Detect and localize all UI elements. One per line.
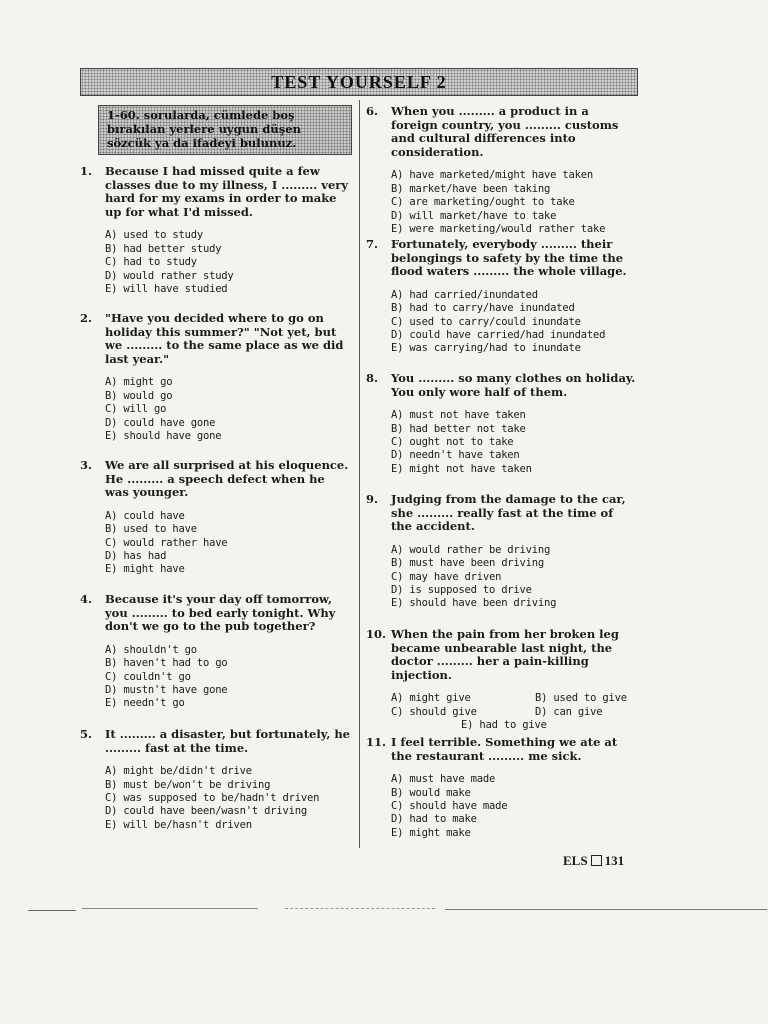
option-b[interactable]: B) market/have been taking <box>391 182 551 195</box>
question-4 <box>80 593 352 711</box>
instructions-text: 1-60. sorularda, cümlede boş bırakılan yerlere uygun düşen sözcük ya da ifadeyi bulunuz. <box>107 108 301 150</box>
option-b[interactable]: B) had better not take <box>391 422 526 435</box>
option-c[interactable]: C) had to study <box>105 256 197 269</box>
question-stem: Because it's your day off tomorrow, you ......... to bed early tonight. Why don't we go to the pub together? <box>105 592 336 634</box>
option-d[interactable]: D) would rather study <box>105 269 234 282</box>
option-e[interactable]: E) will have studied <box>105 283 228 295</box>
option-c[interactable]: C) are marketing/ought to take <box>391 196 575 209</box>
question-stem: I feel terrible. Something we ate at the restaurant ......... me sick. <box>391 735 618 763</box>
option-d[interactable]: D) could have carried/had inundated <box>391 329 606 341</box>
answer-options <box>105 376 352 443</box>
option-d[interactable]: D) has had <box>105 550 167 562</box>
question-7 <box>366 238 638 356</box>
question-stem: Judging from the damage to the car, she ......... really fast at the time of the accident. <box>391 492 626 534</box>
scan-artifact-line <box>445 909 767 910</box>
question-number: 11. <box>366 735 387 749</box>
question-stem: When the pain from her broken leg became unbearable last night, the doctor ......... her a pain-killing injection. <box>391 627 619 682</box>
option-a[interactable]: A) might go <box>105 376 173 389</box>
question-11 <box>366 736 638 840</box>
option-c[interactable]: C) should give <box>391 705 477 718</box>
option-d[interactable]: D) is supposed to drive <box>391 584 532 596</box>
answer-options <box>391 692 638 734</box>
option-c[interactable]: C) couldn't go <box>105 670 191 683</box>
option-b[interactable]: B) used to have <box>105 523 197 536</box>
option-c[interactable]: C) will go <box>105 403 167 416</box>
question-number: 1. <box>80 164 93 178</box>
option-a[interactable]: A) might give <box>391 692 471 705</box>
option-e[interactable]: E) were marketing/would rather take <box>391 223 606 235</box>
option-c[interactable]: C) was supposed to be/hadn't driven <box>105 792 320 804</box>
answer-options <box>391 169 638 236</box>
question-stem: Because I had missed quite a few classes due to my illness, I ......... very hard for my exams in order to make up for what I'd missed. <box>105 164 349 219</box>
answer-options <box>105 510 352 577</box>
option-e[interactable]: E) might make <box>391 826 471 839</box>
answer-options <box>105 765 352 832</box>
question-2 <box>80 312 352 443</box>
option-c[interactable]: C) should have made <box>391 800 508 812</box>
question-5 <box>80 728 352 832</box>
question-stem: When you ......... a product in a foreign country, you ......... customs and cultural differences into consideration. <box>391 104 619 159</box>
question-number: 2. <box>80 311 93 325</box>
answer-options <box>105 229 352 296</box>
scan-artifact-line <box>28 910 76 911</box>
question-stem: We are all surprised at his eloquence. He ......... a speech defect when he was younger. <box>105 458 349 500</box>
option-b[interactable]: B) must have been driving <box>391 557 545 570</box>
option-b[interactable]: B) had better study <box>105 242 222 255</box>
option-d[interactable]: D) could have gone <box>105 416 216 429</box>
question-stem: You ......... so many clothes on holiday. You only wore half of them. <box>391 371 636 399</box>
option-e[interactable]: E) should have been driving <box>391 597 557 610</box>
option-e[interactable]: E) might not have taken <box>391 462 532 475</box>
column-divider <box>359 100 360 848</box>
question-stem: It ......... a disaster, but fortunately, he ......... fast at the time. <box>105 727 350 755</box>
option-b[interactable]: B) haven't had to go <box>105 657 228 670</box>
option-a[interactable]: A) have marketed/might have taken <box>391 169 594 182</box>
option-e[interactable]: E) needn't go <box>105 697 185 710</box>
scan-artifact-line <box>285 908 435 909</box>
option-a[interactable]: A) shouldn't go <box>105 643 197 656</box>
option-e[interactable]: E) might have <box>105 563 185 576</box>
scan-artifact-line <box>82 908 258 909</box>
question-number: 9. <box>366 492 379 506</box>
option-d[interactable]: D) needn't have taken <box>391 449 520 462</box>
question-number: 8. <box>366 371 379 385</box>
option-a[interactable]: A) must not have taken <box>391 409 526 422</box>
page-title: TEST YOURSELF 2 <box>271 72 447 92</box>
option-a[interactable]: A) could have <box>105 509 185 522</box>
option-a[interactable]: A) must have made <box>391 773 496 786</box>
square-icon <box>591 855 602 866</box>
question-number: 4. <box>80 592 93 606</box>
option-e[interactable]: E) was carrying/had to inundate <box>391 342 581 355</box>
option-a[interactable]: A) had carried/inundated <box>391 288 538 301</box>
question-number: 7. <box>366 237 379 251</box>
footer-series-label: ELS <box>563 853 588 868</box>
option-c[interactable]: C) used to carry/could inundate <box>391 315 581 328</box>
option-d[interactable]: D) had to make <box>391 813 477 826</box>
question-stem: Fortunately, everybody ......... their belongings to safety by the time the flood waters ......... the whole village. <box>391 237 627 279</box>
question-number: 5. <box>80 727 93 741</box>
option-e[interactable]: E) will be/hasn't driven <box>105 818 252 831</box>
answer-options <box>105 644 352 711</box>
question-number: 10. <box>366 627 387 641</box>
option-d[interactable]: D) mustn't have gone <box>105 684 228 696</box>
option-b[interactable]: B) used to give <box>535 692 627 705</box>
option-b[interactable]: B) had to carry/have inundated <box>391 302 575 315</box>
test-title-banner <box>80 68 638 96</box>
option-c[interactable]: C) may have driven <box>391 570 502 583</box>
question-number: 6. <box>366 104 379 118</box>
instructions-box <box>98 105 352 155</box>
option-a[interactable]: A) would rather be driving <box>391 543 551 556</box>
answer-options <box>391 289 638 356</box>
answer-options <box>391 544 638 611</box>
question-number: 3. <box>80 458 93 472</box>
option-b[interactable]: B) would go <box>105 389 173 402</box>
option-a[interactable]: A) might be/didn't drive <box>105 765 252 778</box>
question-10 <box>366 628 638 734</box>
option-b[interactable]: B) must be/won't be driving <box>105 778 271 791</box>
answer-options <box>391 773 638 840</box>
option-c[interactable]: C) ought not to take <box>391 436 514 448</box>
question-8 <box>366 372 638 476</box>
question-9 <box>366 493 638 611</box>
option-b[interactable]: B) would make <box>391 786 471 799</box>
option-e[interactable]: E) had to give <box>461 719 547 732</box>
option-e[interactable]: E) should have gone <box>105 430 222 442</box>
option-d[interactable]: D) will market/have to take <box>391 209 557 222</box>
page-footer <box>563 853 624 869</box>
question-stem: "Have you decided where to go on holiday this summer?" "Not yet, but we ......... to the same place as we did last year." <box>105 311 344 366</box>
option-c[interactable]: C) would rather have <box>105 536 228 549</box>
option-d[interactable]: D) could have been/wasn't driving <box>105 805 308 818</box>
question-3 <box>80 459 352 577</box>
page-number: 131 <box>604 853 625 868</box>
question-6 <box>366 105 638 236</box>
option-d[interactable]: D) can give <box>535 705 603 718</box>
question-1 <box>80 165 352 296</box>
option-a[interactable]: A) used to study <box>105 229 203 242</box>
answer-options <box>391 409 638 476</box>
